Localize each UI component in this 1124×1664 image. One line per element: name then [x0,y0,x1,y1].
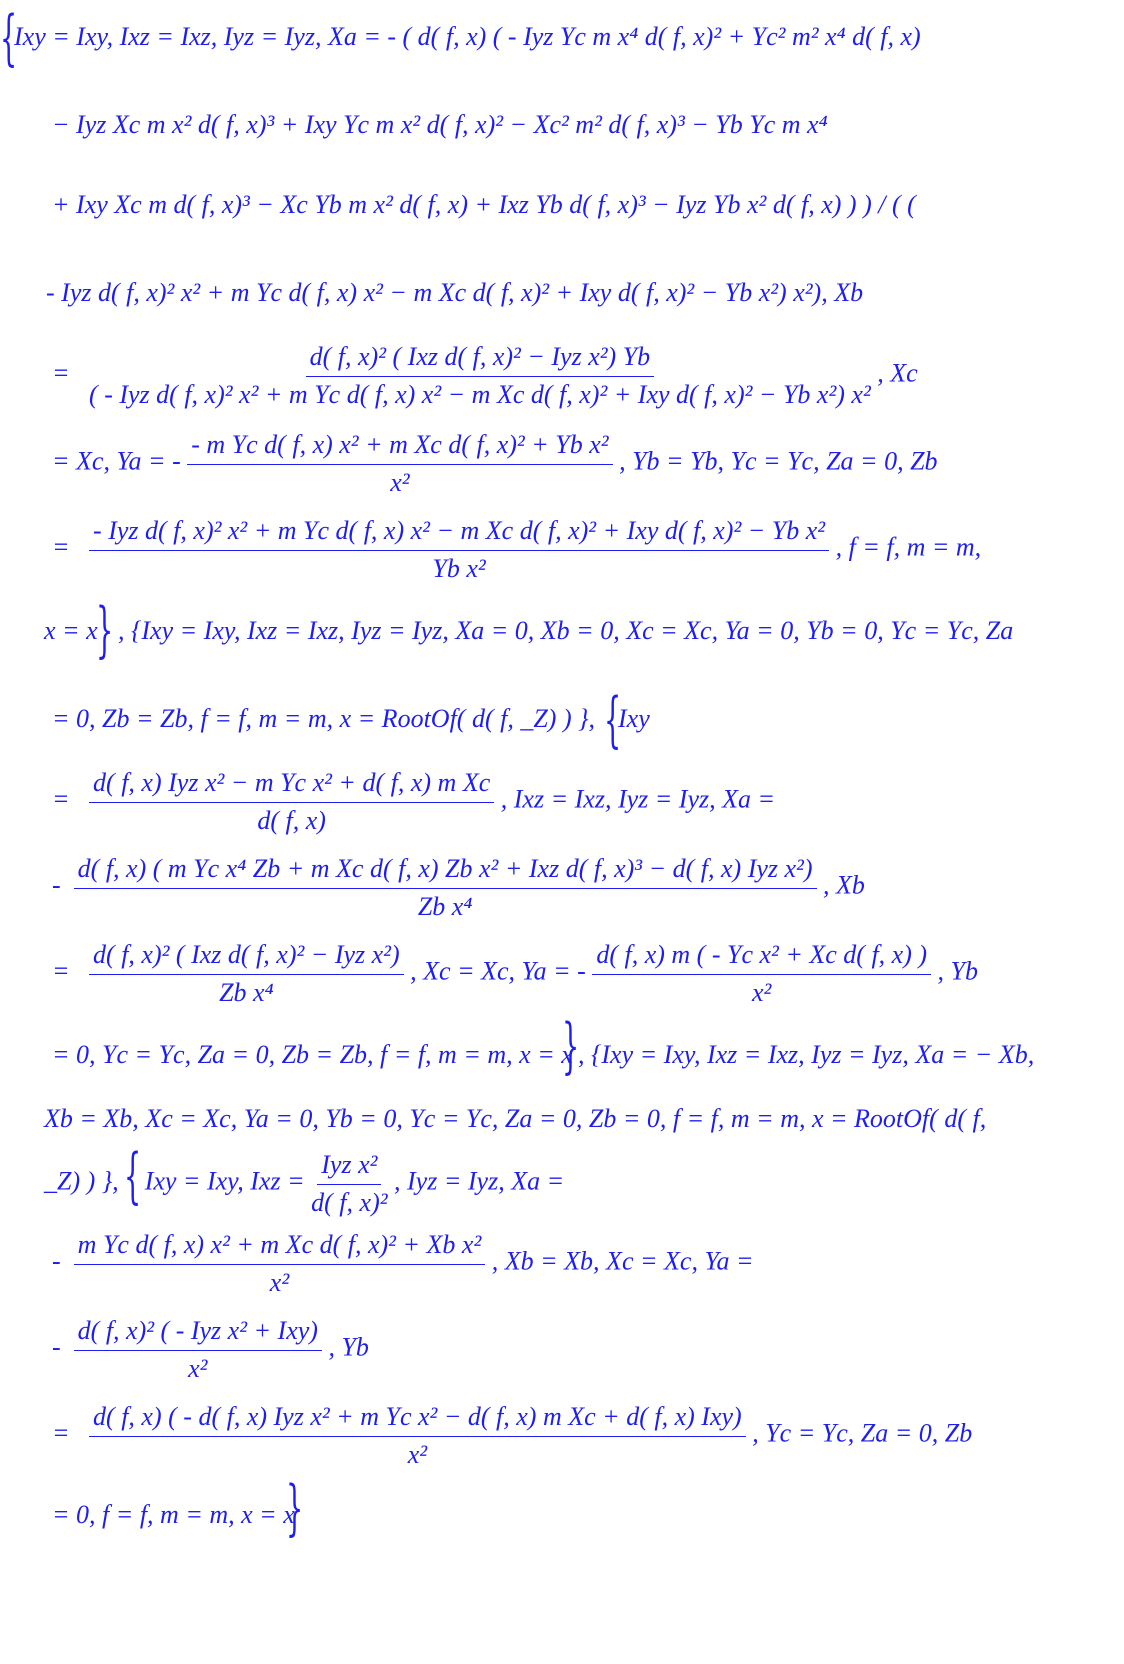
fraction [89,766,494,837]
minus-sign: - [52,1332,61,1362]
equals-sign: = [52,784,70,814]
equation-line: , {Ixy = Ixy, Ixz = Ixz, Iyz = Iyz, Xa = 0, Xb = 0, Xc = Xc, Ya = 0, Yb = 0, Yc = Yc, Za [118,616,1014,645]
set-open-brace: { [0,3,18,73]
set-open-brace: { [124,1141,142,1211]
equation-line [52,1400,972,1471]
fraction [311,1148,387,1219]
denominator: x² [269,1268,290,1297]
equation-line [52,766,775,837]
tail-text: , Yc = Yc, Za = 0, Zb [752,1418,973,1448]
equals-sign: = [52,358,70,388]
fraction [89,1400,746,1471]
fraction [89,514,829,585]
denominator: x² [752,978,772,1007]
numerator: m Yc d( f, x) x² + m Xc d( f, x)² + Xb x² [74,1228,486,1265]
minus-sign: - [52,1246,61,1276]
fraction [74,1228,486,1299]
equation-line: , {Ixy = Ixy, Ixz = Ixz, Iyz = Iyz, Xa = − Xb, [578,1040,1035,1069]
numerator: d( f, x) ( m Yc x⁴ Zb + m Xc d( f, x) Zb x² + Ixz d( f, x)³ − d( f, x) Iyz x²) [74,852,817,889]
denominator: Zb x⁴ [219,978,274,1007]
equation-line [52,514,981,585]
tail-text: , Yb [328,1332,369,1362]
mid-text: , Xc = Xc, Ya = - [410,956,586,986]
denominator: d( f, x) [257,806,326,835]
numerator: d( f, x)² ( Ixz d( f, x)² − Iyz x²) [89,938,404,975]
fraction [592,938,931,1009]
equals-sign: = [52,532,70,562]
numerator: - m Yc d( f, x) x² + m Xc d( f, x)² + Yb x² [187,428,612,465]
numerator: d( f, x) m ( - Yc x² + Xc d( f, x) ) [592,938,931,975]
fraction [74,1314,322,1385]
numerator: d( f, x) ( - d( f, x) Iyz x² + m Yc x² − d( f, x) m Xc + d( f, x) Ixy) [89,1400,746,1437]
numerator: - Iyz d( f, x)² x² + m Yc d( f, x) x² − m Xc d( f, x)² + Ixy d( f, x)² − Yb x² [89,514,829,551]
equation-line [44,1141,565,1219]
set-close-brace: } [286,1473,304,1543]
set-close-brace: } [96,595,114,665]
equation-line: Xb = Xb, Xc = Xc, Ya = 0, Yb = 0, Yc = Yc, Za = 0, Zb = 0, f = f, m = m, x = RootOf( d( f, [44,1104,987,1133]
equation-line: = 0, Zb = Zb, f = f, m = m, x = RootOf( d( f, _Z) ) }, [52,704,596,733]
tail-text: , f = f, m = m, [835,532,982,562]
equation-line [52,1228,754,1299]
set-open-brace: { [604,685,622,755]
equation-line [52,428,938,499]
numerator: Iyz x² [317,1148,381,1185]
tail-text: , Iyz = Iyz, Xa = [394,1166,565,1196]
denominator: x² [188,1354,208,1383]
tail-text: , Xc [877,358,918,388]
tail-text: , Xb = Xb, Xc = Xc, Ya = [491,1246,754,1276]
equation-line: + Ixy Xc m d( f, x)³ − Xc Yb m x² d( f, x) + Ixz Yb d( f, x)³ − Iyz Yb x² d( f, x) ) ) / ( ( [52,190,916,219]
numerator: d( f, x) Iyz x² − m Yc x² + d( f, x) m Xc [89,766,494,803]
fraction [187,428,612,499]
equals-sign: = [52,1418,70,1448]
denominator: ( - Iyz d( f, x)² x² + m Yc d( f, x) x² − m Xc d( f, x)² + Ixy d( f, x)² − Yb x²) x² [89,380,871,409]
denominator: x² [390,468,410,497]
fraction [89,340,871,411]
equals-sign: = [52,956,70,986]
tail-text: , Ixz = Ixz, Iyz = Iyz, Xa = [500,784,776,814]
minus-sign: - [52,870,61,900]
equation-line [52,340,918,411]
lead-text: Ixy = Ixy, Ixz = [144,1166,305,1196]
denominator: d( f, x)² [311,1188,388,1217]
equation-line: Ixy [618,704,650,733]
equation-line: x = x [44,616,98,645]
fraction [89,938,404,1009]
set-close-brace: } [562,1011,580,1081]
equation-line: = 0, f = f, m = m, x = x [52,1500,295,1529]
equation-line: Ixy = Ixy, Ixz = Ixz, Iyz = Iyz, Xa = - ( d( f, x) ( - Iyz Yc m x⁴ d( f, x)² + Yc² m² x⁴ d( f, x) [14,22,921,51]
numerator: d( f, x)² ( - Iyz x² + Ixy) [74,1314,322,1351]
tail-text: , Yb [937,956,978,986]
equation-line: - Iyz d( f, x)² x² + m Yc d( f, x) x² − m Xc d( f, x)² + Ixy d( f, x)² − Yb x²) x²), Xb [46,278,864,307]
numerator: d( f, x)² ( Ixz d( f, x)² − Iyz x²) Yb [306,340,655,377]
denominator: Zb x⁴ [417,892,473,921]
equation-line [52,852,865,923]
lead-text: = Xc, Ya = - [52,446,181,476]
tail-text: , Xb [823,870,865,900]
denominator: Yb x² [432,554,486,583]
lead-text: _Z) ) }, [44,1166,119,1196]
equation-line: = 0, Yc = Yc, Za = 0, Zb = Zb, f = f, m = m, x = x [52,1040,573,1069]
equation-line: − Iyz Xc m x² d( f, x)³ + Ixy Yc m x² d( f, x)² − Xc² m² d( f, x)³ − Yb Yc m x⁴ [52,110,828,139]
fraction [74,852,817,923]
tail-text: , Yb = Yb, Yc = Yc, Za = 0, Zb [619,446,938,476]
equation-line [52,1314,369,1385]
denominator: x² [407,1440,428,1469]
equation-line [52,938,978,1009]
